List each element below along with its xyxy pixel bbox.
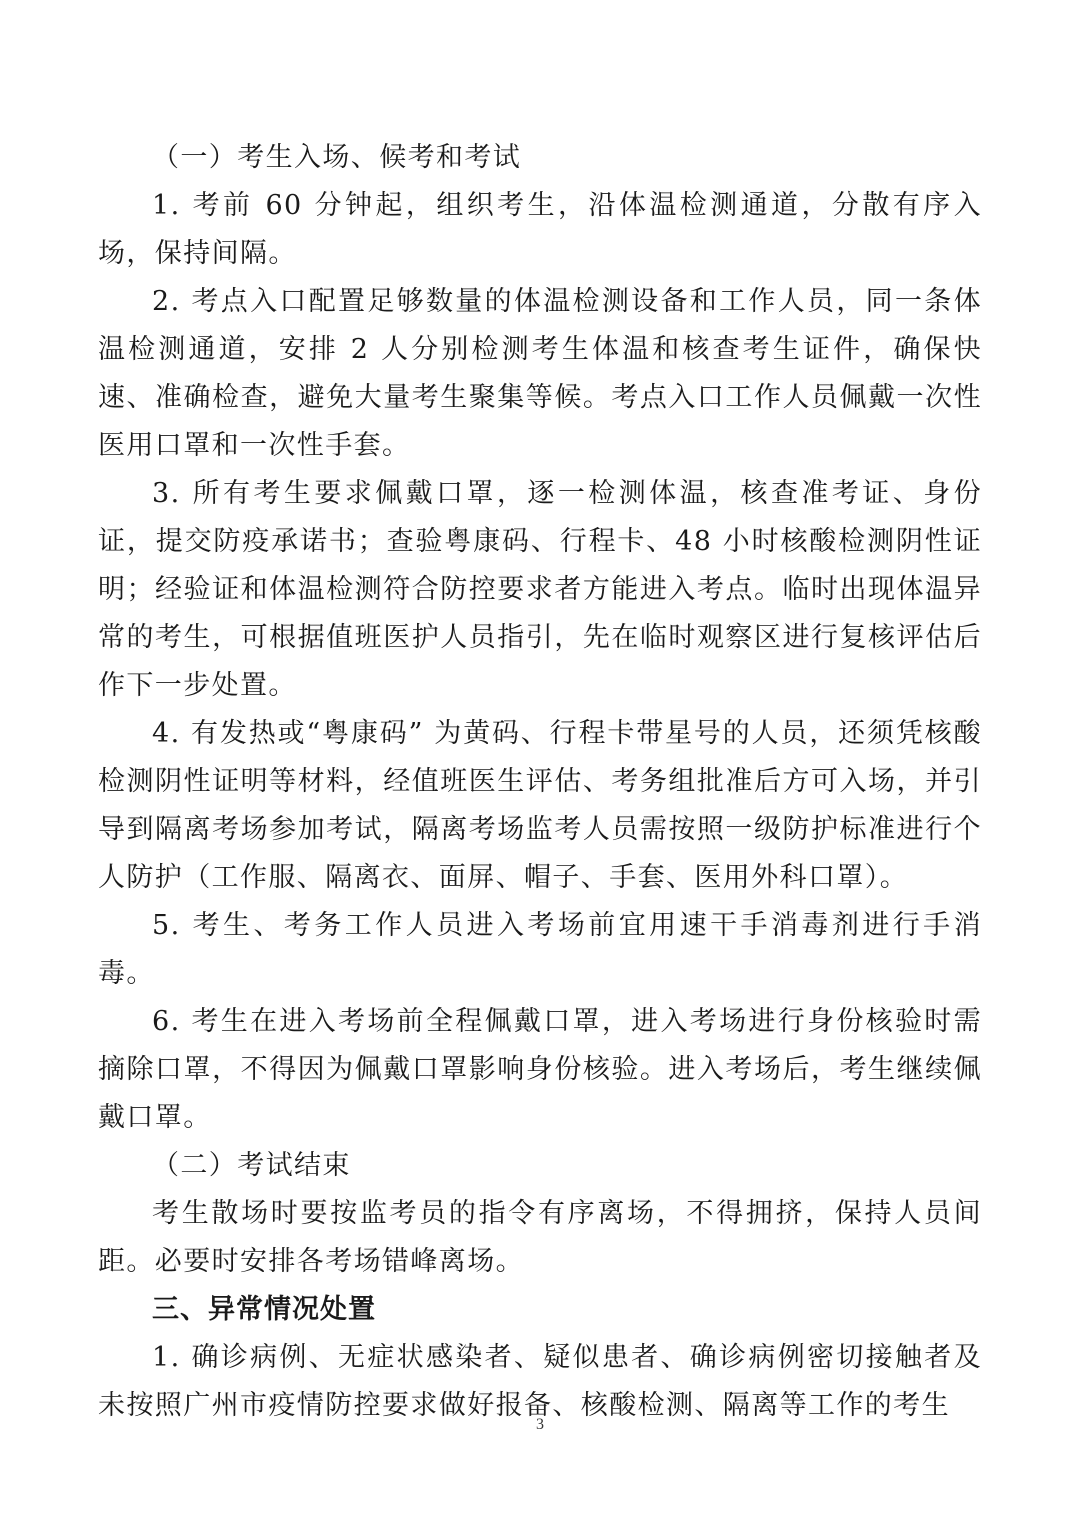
paragraph-item-6: 6. 考生在进入考场前全程佩戴口罩，进入考场进行身份核验时需摘除口罩，不得因为佩戴口罩影响身份核验。进入考场后，考生继续佩戴口罩。 bbox=[98, 1006, 982, 1133]
paragraph-item-3: 3. 所有考生要求佩戴口罩，逐一检测体温，核查准考证、身份证，提交防疫承诺书；查验粤康码、行程卡、48 小时核酸检测阴性证明；经验证和体温检测符合防控要求者方能进入考点。临时出现体温异常的考生，可根据值班医护人员指引，先在临时观察区进行复核评估后作下一步处置。 bbox=[98, 478, 982, 701]
paragraph-item-2: 2. 考点入口配置足够数量的体温检测设备和工作人员，同一条体温检测通道，安排 2 人分别检测考生体温和核查考生证件，确保快速、准确检查，避免大量考生聚集等候。考点入口工作人员佩戴一次性医用口罩和一次性手套。 bbox=[98, 286, 982, 461]
paragraph-exam-end: 考生散场时要按监考员的指令有序离场，不得拥挤，保持人员间距。必要时安排各考场错峰离场。 bbox=[98, 1198, 982, 1277]
document-body bbox=[98, 134, 982, 1430]
paragraph-item-4: 4. 有发热或“粤康码” 为黄码、行程卡带星号的人员，还须凭核酸检测阴性证明等材料，经值班医生评估、考务组批准后方可入场，并引导到隔离考场参加考试，隔离考场监考人员需按照一级防护标准进行个人防护（工作服、隔离衣、面屏、帽子、手套、医用外科口罩）。 bbox=[98, 718, 982, 893]
sub-heading-exam-end: （二）考试结束 bbox=[152, 1150, 351, 1181]
section-heading-abnormal-handling: 三、异常情况处置 bbox=[152, 1294, 376, 1325]
paragraph-abnormal-item-1: 1. 确诊病例、无症状感染者、疑似患者、确诊病例密切接触者及未按照广州市疫情防控要求做好报备、核酸检测、隔离等工作的考生 bbox=[98, 1342, 982, 1421]
paragraph-item-5: 5. 考生、考务工作人员进入考场前宜用速干手消毒剂进行手消毒。 bbox=[98, 910, 982, 989]
paragraph-item-1: 1. 考前 60 分钟起，组织考生，沿体温检测通道，分散有序入场，保持间隔。 bbox=[98, 190, 982, 269]
page-number: 3 bbox=[536, 1416, 544, 1433]
sub-heading-entry-and-exam: （一）考生入场、候考和考试 bbox=[152, 142, 522, 173]
